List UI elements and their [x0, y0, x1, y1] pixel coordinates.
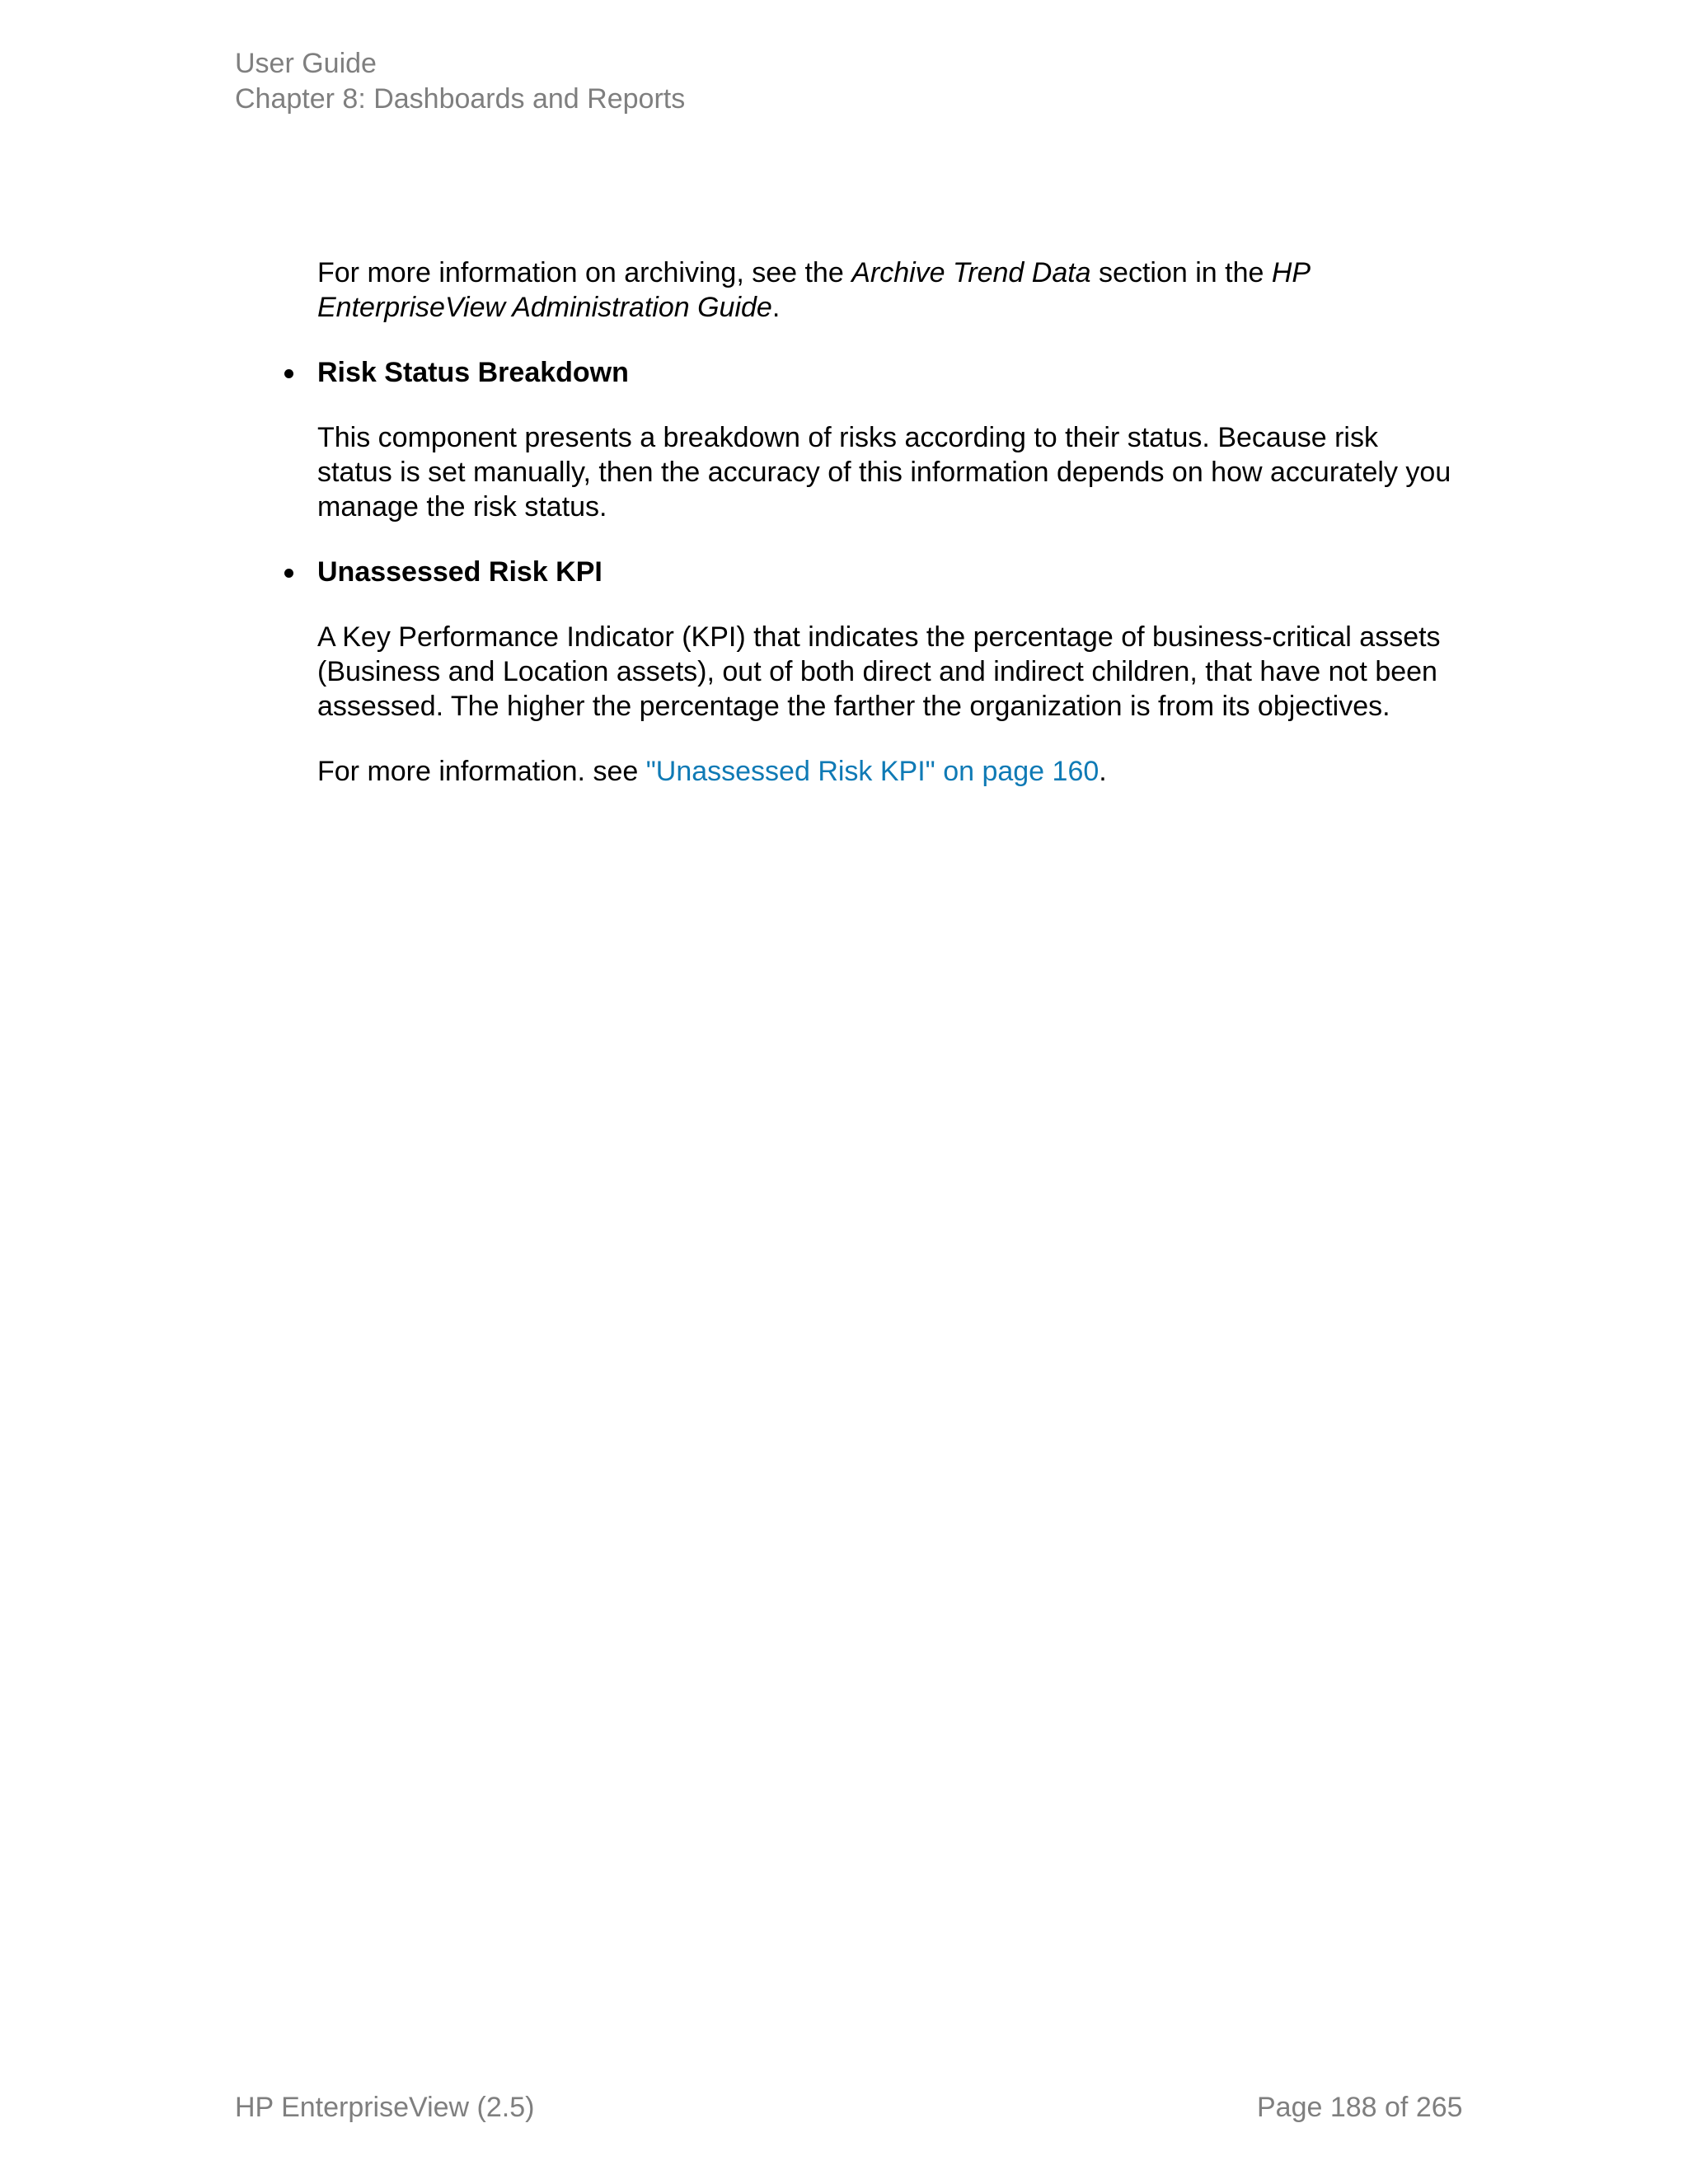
page-content: [317, 255, 1455, 819]
chapter-title: Chapter 8: Dashboards and Reports: [235, 83, 686, 115]
section-title: Risk Status Breakdown: [317, 357, 629, 388]
more-info-paragraph: For more information. see "Unassessed Risk KPI" on page 160.: [317, 756, 1107, 787]
archiving-paragraph: For more information on archiving, see the Archive Trend Data section in the HP EnterpriseView Administration Guide.: [317, 257, 1310, 323]
bullet-risk-status-breakdown: [317, 355, 1455, 390]
bullet-icon: [284, 569, 293, 578]
unassessed-risk-kpi-link[interactable]: "Unassessed Risk KPI" on page 160: [645, 756, 1100, 787]
bullet-icon: [284, 369, 293, 378]
footer-page-number: Page 188 of 265: [1257, 2092, 1463, 2123]
running-header: [235, 46, 685, 117]
footer-product: HP EnterpriseView (2.5): [235, 2092, 535, 2123]
unassessed-risk-kpi-description: A Key Performance Indicator (KPI) that indicates the percentage of business-critical assets (Business and Location assets), out of both direct and indirect children, that have not been assessed. The higher the percentage the farther the organization is from its objectives.: [317, 621, 1441, 722]
risk-status-breakdown-description: This component presents a breakdown of risks according to their status. Because risk status is set manually, then the accuracy of this information depends on how accurately you manage the risk status.: [317, 422, 1451, 523]
bullet-unassessed-risk-kpi: [317, 555, 1455, 589]
guide-title: User Guide: [235, 48, 377, 79]
admin-guide-reference: HP EnterpriseView Administration Guide: [317, 257, 1310, 323]
archive-trend-data-reference: Archive Trend Data: [851, 257, 1091, 288]
section-title: Unassessed Risk KPI: [317, 556, 603, 588]
